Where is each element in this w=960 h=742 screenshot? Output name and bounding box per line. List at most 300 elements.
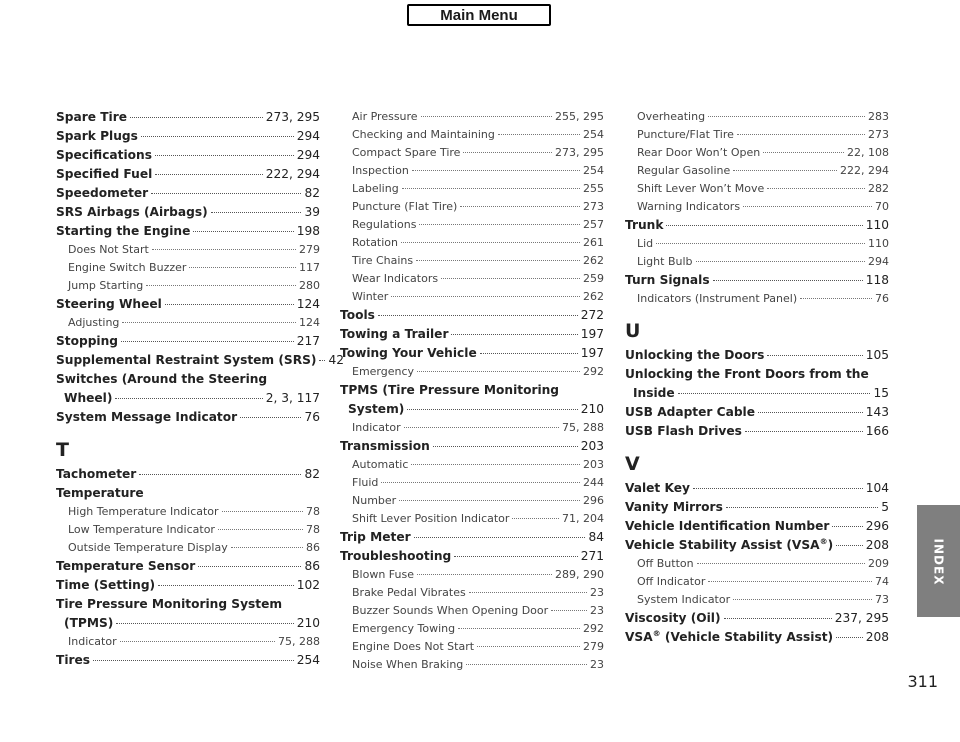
index-entry-term bbox=[56, 184, 148, 203]
index-entry-term bbox=[352, 602, 548, 620]
dot-leader bbox=[733, 170, 837, 171]
dot-leader bbox=[116, 623, 293, 624]
index-entry-pages[interactable]: 166 bbox=[865, 424, 889, 438]
dot-leader bbox=[656, 243, 865, 244]
index-entry-term bbox=[352, 216, 416, 234]
dot-leader bbox=[141, 136, 294, 137]
index-entry-pages[interactable]: 208 bbox=[865, 630, 889, 644]
index-entry-pages[interactable]: 124 bbox=[299, 316, 320, 329]
index-entry-term-text: Warning Indicators bbox=[637, 200, 741, 213]
index-entry[interactable] bbox=[340, 437, 604, 456]
index-entry-term bbox=[56, 203, 208, 222]
index-entry-term-text: Off Indicator bbox=[637, 575, 706, 588]
index-entry[interactable] bbox=[625, 609, 889, 628]
index-entry-term bbox=[637, 108, 705, 126]
index-entry[interactable] bbox=[56, 389, 320, 408]
index-entry-pages[interactable]: 259 bbox=[583, 272, 604, 285]
index-entry-pages[interactable]: 272 bbox=[580, 308, 604, 322]
index-entry-term-text: Jump Starting bbox=[68, 279, 144, 292]
index-entry-pages[interactable]: 254 bbox=[296, 653, 320, 667]
index-entry-pages[interactable]: 84 bbox=[588, 530, 604, 544]
index-entry-term-text: Indicator bbox=[68, 635, 117, 648]
index-column-2 bbox=[340, 108, 604, 674]
index-entry-term bbox=[64, 614, 113, 633]
index-entry-pages[interactable]: 273 bbox=[868, 128, 889, 141]
section-letter-heading: T bbox=[56, 439, 69, 461]
index-entry[interactable] bbox=[625, 536, 889, 555]
index-entry-pages[interactable]: 70 bbox=[875, 200, 889, 213]
index-entry-term bbox=[637, 573, 705, 591]
index-entry-term-text: Towing a Trailer bbox=[340, 327, 449, 341]
index-entry[interactable] bbox=[340, 547, 604, 566]
index-entry[interactable] bbox=[340, 325, 604, 344]
dot-leader bbox=[146, 285, 296, 286]
index-entry-term-text: Viscosity (Oil) bbox=[625, 611, 721, 625]
index-entry-term bbox=[68, 314, 119, 332]
index-entry-pages[interactable]: 74 bbox=[875, 575, 889, 588]
index-entry-term-text: High Temperature Indicator bbox=[68, 505, 219, 518]
index-entry-term-text: Vehicle Identification Number bbox=[625, 519, 830, 533]
dot-leader bbox=[458, 628, 580, 629]
index-entry-term bbox=[56, 295, 162, 314]
index-entry-term-text: Puncture/Flat Tire bbox=[637, 128, 734, 141]
index-entry-term-text: Adjusting bbox=[68, 316, 120, 329]
dot-leader bbox=[158, 585, 294, 586]
index-subentry[interactable] bbox=[340, 456, 604, 474]
index-entry[interactable] bbox=[56, 222, 320, 241]
index-entry-pages[interactable]: 237, 295 bbox=[834, 611, 889, 625]
index-entry-term-text: Troubleshooting bbox=[340, 549, 452, 563]
index-entry-term bbox=[352, 566, 414, 584]
index-entry-pages[interactable]: 82 bbox=[304, 467, 320, 481]
index-entry-pages[interactable]: 105 bbox=[865, 348, 889, 362]
index-subentry[interactable] bbox=[340, 108, 604, 126]
index-entry-term bbox=[625, 216, 663, 235]
index-entry-pages[interactable]: 217 bbox=[296, 334, 320, 348]
dot-leader bbox=[451, 334, 577, 335]
index-subentry[interactable] bbox=[340, 198, 604, 216]
index-subentry[interactable] bbox=[56, 633, 320, 651]
index-entry[interactable] bbox=[56, 108, 320, 127]
index-subentry[interactable] bbox=[340, 216, 604, 234]
index-entry[interactable] bbox=[56, 165, 320, 184]
dot-leader bbox=[122, 322, 296, 323]
dot-leader bbox=[121, 341, 294, 342]
index-subentry[interactable] bbox=[340, 419, 604, 437]
index-subentry[interactable] bbox=[340, 492, 604, 510]
index-entry-term-text: Engine Does Not Start bbox=[352, 640, 475, 653]
dot-leader bbox=[697, 563, 865, 564]
index-subentry[interactable] bbox=[625, 108, 889, 126]
index-entry[interactable] bbox=[56, 332, 320, 351]
index-subentry[interactable] bbox=[340, 656, 604, 674]
index-entry-term-text: Indicator bbox=[352, 421, 401, 434]
index-subentry[interactable] bbox=[625, 162, 889, 180]
index-entry-pages[interactable]: 23 bbox=[590, 604, 604, 617]
index-entry[interactable] bbox=[56, 557, 320, 576]
index-entry[interactable] bbox=[56, 465, 320, 484]
index-subentry[interactable] bbox=[625, 180, 889, 198]
index-entry-pages[interactable]: 42 bbox=[328, 353, 344, 367]
index-entry-pages[interactable]: 110 bbox=[868, 237, 889, 250]
index-entry-term bbox=[56, 465, 136, 484]
index-entry-pages[interactable]: 296 bbox=[583, 494, 604, 507]
index-entry[interactable] bbox=[56, 408, 320, 427]
index-entry-term-text: USB Flash Drives bbox=[625, 424, 742, 438]
index-entry-term bbox=[340, 528, 411, 547]
index-entry[interactable] bbox=[56, 146, 320, 165]
index-entry-term bbox=[352, 162, 409, 180]
dot-leader bbox=[417, 371, 580, 372]
dot-leader bbox=[733, 599, 872, 600]
index-entry-pages[interactable]: 78 bbox=[306, 505, 320, 518]
index-subentry[interactable] bbox=[340, 584, 604, 602]
index-entry-term-text: Low Temperature Indicator bbox=[68, 523, 215, 536]
index-entry-term-text: Shift Lever Won’t Move bbox=[637, 182, 765, 195]
index-entry-term-text: Regular Gasoline bbox=[637, 164, 731, 177]
index-entry-term-text: Air Pressure bbox=[352, 110, 418, 123]
index-entry-pages[interactable]: 73 bbox=[875, 593, 889, 606]
dot-leader bbox=[767, 188, 865, 189]
index-entry-pages[interactable]: 78 bbox=[306, 523, 320, 536]
index-entry[interactable] bbox=[625, 216, 889, 235]
index-entry-term bbox=[625, 403, 755, 422]
index-entry-pages[interactable]: 210 bbox=[296, 616, 320, 630]
index-entry-term bbox=[637, 591, 730, 609]
index-entry-pages[interactable]: 102 bbox=[296, 578, 320, 592]
index-entry[interactable] bbox=[625, 271, 889, 290]
index-entry-term bbox=[637, 555, 694, 573]
dot-leader bbox=[800, 298, 872, 299]
index-entry-pages[interactable]: 203 bbox=[580, 439, 604, 453]
index-subentry[interactable] bbox=[340, 474, 604, 492]
index-entry-pages[interactable]: 203 bbox=[583, 458, 604, 471]
index-entry-term bbox=[625, 628, 833, 647]
index-subentry[interactable] bbox=[625, 126, 889, 144]
index-entry-term-text: Speedometer bbox=[56, 186, 149, 200]
index-subentry[interactable] bbox=[625, 235, 889, 253]
index-entry-term-text: Wheel) bbox=[64, 391, 113, 405]
index-entry-pages[interactable]: 283 bbox=[868, 110, 889, 123]
index-entry[interactable] bbox=[340, 344, 604, 363]
dot-leader bbox=[693, 488, 863, 489]
index-entry-term bbox=[352, 252, 413, 270]
dot-leader bbox=[130, 117, 263, 118]
index-entry-pages[interactable]: 271 bbox=[580, 549, 604, 563]
index-entry-pages[interactable]: 244 bbox=[583, 476, 604, 489]
index-entry-term-text: Inspection bbox=[352, 164, 409, 177]
dot-leader bbox=[412, 170, 580, 171]
index-subentry[interactable] bbox=[56, 521, 320, 539]
index-entry-term-suffix: ) bbox=[827, 538, 834, 552]
index-entry-pages[interactable]: 209 bbox=[868, 557, 889, 570]
index-entry-term bbox=[637, 290, 797, 308]
index-entry-term bbox=[352, 510, 509, 528]
index-entry-term-text: Vehicle Stability Assist (VSA bbox=[625, 538, 820, 552]
index-entry-term-text: Blown Fuse bbox=[352, 568, 414, 581]
index-entry-term-text: System) bbox=[348, 402, 405, 416]
index-entry-pages[interactable]: 39 bbox=[304, 205, 320, 219]
dot-leader bbox=[391, 296, 580, 297]
index-entry-pages[interactable]: 71, 204 bbox=[562, 512, 604, 525]
index-entry[interactable] bbox=[625, 384, 889, 403]
index-entry-pages[interactable]: 294 bbox=[296, 148, 320, 162]
index-entry-term bbox=[352, 638, 474, 656]
index-entry[interactable] bbox=[56, 203, 320, 222]
index-entry-term bbox=[68, 503, 219, 521]
index-side-tab-label-wrap bbox=[917, 510, 960, 614]
index-entry-pages[interactable]: 222, 294 bbox=[265, 167, 320, 181]
index-entry-pages[interactable]: 198 bbox=[296, 224, 320, 238]
index-entry[interactable] bbox=[56, 614, 320, 633]
index-entry-term bbox=[56, 408, 237, 427]
dot-leader bbox=[218, 529, 303, 530]
index-entry-pages[interactable]: 76 bbox=[875, 292, 889, 305]
index-entry-pages[interactable]: 261 bbox=[583, 236, 604, 249]
index-entry-pages[interactable]: 2, 3, 117 bbox=[265, 391, 320, 405]
index-entry-term bbox=[56, 651, 90, 670]
index-entry[interactable] bbox=[340, 400, 604, 419]
index-subentry[interactable] bbox=[340, 510, 604, 528]
index-entry-term bbox=[625, 271, 710, 290]
index-entry-term bbox=[340, 547, 451, 566]
index-entry-pages[interactable]: 76 bbox=[304, 410, 320, 424]
index-entry-term-text: Fluid bbox=[352, 476, 379, 489]
index-entry-pages[interactable]: 23 bbox=[590, 658, 604, 671]
index-entry[interactable] bbox=[340, 528, 604, 547]
index-subentry[interactable] bbox=[340, 620, 604, 638]
index-entry-term-line: TPMS (Tire Pressure Monitoring bbox=[340, 383, 560, 397]
dot-leader bbox=[151, 193, 301, 194]
index-entry-pages[interactable]: 255 bbox=[583, 182, 604, 195]
index-subentry[interactable] bbox=[625, 290, 889, 308]
index-entry-pages[interactable]: 294 bbox=[296, 129, 320, 143]
index-entry-term-text: Temperature Sensor bbox=[56, 559, 196, 573]
index-entry-pages[interactable]: 296 bbox=[865, 519, 889, 533]
index-entry-pages[interactable]: 255, 295 bbox=[555, 110, 604, 123]
dot-leader bbox=[713, 280, 863, 281]
index-subentry[interactable] bbox=[340, 252, 604, 270]
index-entry-term-text: VSA bbox=[625, 630, 653, 644]
index-entry-pages[interactable]: 294 bbox=[868, 255, 889, 268]
index-entry-pages[interactable]: 222, 294 bbox=[840, 164, 889, 177]
index-entry-term-text: Specifications bbox=[56, 148, 152, 162]
index-subentry[interactable] bbox=[56, 241, 320, 259]
index-entry-pages[interactable]: 104 bbox=[865, 481, 889, 495]
index-entry-pages[interactable]: 257 bbox=[583, 218, 604, 231]
index-entry[interactable] bbox=[56, 295, 320, 314]
index-side-tab-label: INDEX bbox=[931, 538, 946, 586]
index-entry-term bbox=[625, 536, 833, 555]
index-subentry[interactable] bbox=[625, 573, 889, 591]
index-entry-pages[interactable]: 82 bbox=[304, 186, 320, 200]
dot-leader bbox=[737, 134, 865, 135]
index-entry-pages[interactable]: 273, 295 bbox=[265, 110, 320, 124]
index-entry-pages[interactable]: 289, 290 bbox=[555, 568, 604, 581]
dot-leader bbox=[466, 664, 587, 665]
index-subentry[interactable] bbox=[56, 503, 320, 521]
index-entry-pages[interactable]: 86 bbox=[304, 559, 320, 573]
dot-leader bbox=[198, 566, 301, 567]
index-entry-pages[interactable]: 273, 295 bbox=[555, 146, 604, 159]
index-subentry[interactable] bbox=[56, 277, 320, 295]
index-entry-term bbox=[352, 456, 408, 474]
index-subentry[interactable] bbox=[340, 234, 604, 252]
index-entry-term bbox=[637, 253, 693, 271]
index-entry[interactable] bbox=[625, 346, 889, 365]
index-subentry[interactable] bbox=[625, 144, 889, 162]
index-entry-pages[interactable]: 262 bbox=[583, 290, 604, 303]
main-menu-button[interactable]: Main Menu bbox=[407, 4, 551, 26]
index-subentry[interactable] bbox=[625, 253, 889, 271]
index-entry-pages[interactable]: 75, 288 bbox=[278, 635, 320, 648]
index-entry-pages[interactable]: 197 bbox=[580, 346, 604, 360]
index-subentry[interactable] bbox=[56, 259, 320, 277]
index-entry-term-text: Emergency bbox=[352, 365, 415, 378]
index-entry[interactable] bbox=[625, 498, 889, 517]
index-entry-pages[interactable]: 280 bbox=[299, 279, 320, 292]
index-entry-term bbox=[625, 609, 721, 628]
index-subentry[interactable] bbox=[56, 539, 320, 557]
index-entry-pages[interactable]: 110 bbox=[865, 218, 889, 232]
index-entry-term-line: Temperature bbox=[56, 486, 144, 500]
dot-leader bbox=[758, 412, 863, 413]
index-subentry[interactable] bbox=[340, 566, 604, 584]
index-subentry[interactable] bbox=[340, 602, 604, 620]
dot-leader bbox=[460, 206, 580, 207]
index-entry-pages[interactable]: 210 bbox=[580, 402, 604, 416]
dot-leader bbox=[402, 188, 580, 189]
index-entry[interactable] bbox=[625, 479, 889, 498]
index-entry-term bbox=[352, 288, 388, 306]
page-number: 311 bbox=[907, 672, 938, 691]
index-entry-term bbox=[352, 492, 396, 510]
index-entry-term bbox=[352, 108, 418, 126]
index-entry-pages[interactable]: 292 bbox=[583, 622, 604, 635]
index-entry-pages[interactable]: 282 bbox=[868, 182, 889, 195]
index-entry[interactable] bbox=[625, 628, 889, 647]
dot-leader bbox=[708, 581, 872, 582]
index-entry-term-text: Overheating bbox=[637, 110, 706, 123]
dot-leader bbox=[678, 393, 871, 394]
index-entry-pages[interactable]: 273 bbox=[583, 200, 604, 213]
registered-mark: ® bbox=[652, 628, 661, 638]
index-entry-pages[interactable]: 292 bbox=[583, 365, 604, 378]
index-entry-term-text: Spare Tire bbox=[56, 110, 128, 124]
index-entry-term bbox=[340, 325, 448, 344]
index-entry-pages[interactable]: 143 bbox=[865, 405, 889, 419]
index-entry[interactable] bbox=[625, 422, 889, 441]
index-entry-term bbox=[637, 198, 740, 216]
index-entry-term-text: Outside Temperature Display bbox=[68, 541, 228, 554]
index-entry-term bbox=[352, 234, 398, 252]
index-subentry[interactable] bbox=[340, 144, 604, 162]
index-entry-pages[interactable]: 262 bbox=[583, 254, 604, 267]
dot-leader bbox=[696, 261, 865, 262]
index-entry-pages[interactable]: 22, 108 bbox=[847, 146, 889, 159]
index-subentry[interactable] bbox=[340, 126, 604, 144]
index-entry-pages[interactable]: 254 bbox=[583, 128, 604, 141]
index-entry-term-text: Puncture (Flat Tire) bbox=[352, 200, 458, 213]
dot-leader bbox=[193, 231, 293, 232]
dot-leader bbox=[165, 304, 294, 305]
dot-leader bbox=[454, 556, 577, 557]
index-entry-pages[interactable]: 279 bbox=[583, 640, 604, 653]
dot-leader bbox=[417, 574, 552, 575]
index-entry[interactable] bbox=[625, 403, 889, 422]
index-entry-pages[interactable]: 254 bbox=[583, 164, 604, 177]
index-entry[interactable] bbox=[56, 651, 320, 670]
index-entry-term bbox=[340, 344, 477, 363]
index-entry-pages[interactable]: 5 bbox=[881, 500, 889, 514]
dot-leader bbox=[463, 152, 552, 153]
section-letter-heading: V bbox=[625, 453, 640, 475]
index-entry[interactable] bbox=[56, 576, 320, 595]
dot-leader bbox=[401, 242, 580, 243]
index-entry-term-line: Tire Pressure Monitoring System bbox=[56, 597, 283, 611]
index-entry-pages[interactable]: 118 bbox=[865, 273, 889, 287]
index-subentry[interactable] bbox=[340, 288, 604, 306]
index-entry-term-text: Lid bbox=[637, 237, 654, 250]
index-entry-pages[interactable]: 75, 288 bbox=[562, 421, 604, 434]
index-entry[interactable] bbox=[56, 127, 320, 146]
index-entry[interactable] bbox=[625, 517, 889, 536]
index-entry-pages[interactable]: 23 bbox=[590, 586, 604, 599]
index-subentry[interactable] bbox=[625, 591, 889, 609]
dot-leader bbox=[477, 646, 580, 647]
index-entry-pages[interactable]: 124 bbox=[296, 297, 320, 311]
index-entry-term-text: Does Not Start bbox=[68, 243, 149, 256]
index-subentry[interactable] bbox=[340, 180, 604, 198]
dot-leader bbox=[139, 474, 301, 475]
index-column-3 bbox=[625, 108, 889, 647]
dot-leader bbox=[399, 500, 580, 501]
index-entry-term-text: Regulations bbox=[352, 218, 417, 231]
dot-leader bbox=[319, 360, 325, 361]
index-subentry[interactable] bbox=[340, 270, 604, 288]
index-entry-pages[interactable]: 15 bbox=[873, 386, 889, 400]
index-entry-pages[interactable]: 86 bbox=[306, 541, 320, 554]
index-subentry[interactable] bbox=[625, 555, 889, 573]
index-entry[interactable] bbox=[56, 351, 344, 370]
index-entry-term bbox=[56, 351, 316, 370]
index-entry-term-line: Unlocking the Front Doors from the bbox=[625, 367, 869, 381]
index-entry-term bbox=[352, 656, 463, 674]
index-subentry[interactable] bbox=[340, 162, 604, 180]
index-entry-term bbox=[68, 259, 186, 277]
dot-leader bbox=[120, 641, 275, 642]
index-entry-term-text: Tachometer bbox=[56, 467, 137, 481]
index-subentry[interactable] bbox=[625, 198, 889, 216]
dot-leader bbox=[93, 660, 294, 661]
index-entry[interactable] bbox=[56, 184, 320, 203]
index-entry-pages[interactable]: 117 bbox=[299, 261, 320, 274]
index-entry-term bbox=[625, 498, 723, 517]
dot-leader bbox=[724, 618, 832, 619]
index-entry-term-text: Brake Pedal Vibrates bbox=[352, 586, 466, 599]
dot-leader bbox=[763, 152, 844, 153]
index-subentry[interactable] bbox=[340, 638, 604, 656]
index-entry-pages[interactable]: 197 bbox=[580, 327, 604, 341]
index-entry-pages[interactable]: 208 bbox=[865, 538, 889, 552]
index-subentry[interactable] bbox=[340, 363, 604, 381]
index-subentry[interactable] bbox=[56, 314, 320, 332]
index-entry-pages[interactable]: 279 bbox=[299, 243, 320, 256]
index-entry-term bbox=[625, 422, 742, 441]
dot-leader bbox=[419, 224, 580, 225]
index-entry[interactable] bbox=[340, 306, 604, 325]
index-entry-term bbox=[56, 127, 138, 146]
